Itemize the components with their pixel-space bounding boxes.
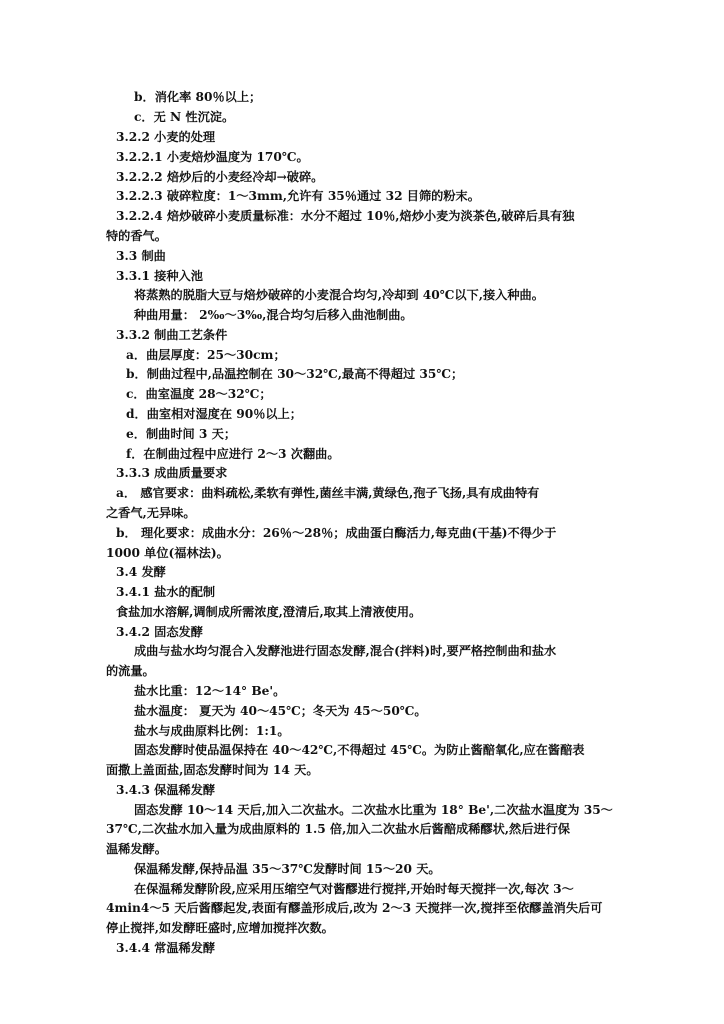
text-line: 固态发酵 10～14 天后,加入二次盐水。二次盐水比重为 18° Be',二次盐水温度为 35～ — [134, 803, 613, 817]
text-line: b．制曲过程中,品温控制在 30～32℃,最高不得超过 35℃； — [126, 367, 464, 381]
text-line: 1000 单位(福林法)。 — [106, 546, 229, 560]
text-line: b． 理化要求：成曲水分：26％～28％；成曲蛋白酶活力,每克曲(干基)不得少于 — [116, 526, 557, 540]
text-line: 停止搅拌,如发酵旺盛时,应增加搅拌次数。 — [106, 921, 334, 935]
text-line: 特的香气。 — [106, 229, 167, 243]
section-heading: 3.4.1 盐水的配制 — [116, 585, 216, 599]
text-line: 4min4～5 天后酱醪起发,表面有醪盖形成后,改为 2～3 天搅拌一次,搅拌至依醪盖消失后可 — [106, 901, 603, 915]
text-line: 盐水温度： 夏天为 40～45℃；冬天为 45～50℃。 — [134, 704, 427, 718]
text-line: 面撒上盖面盐,固态发酵时间为 14 天。 — [106, 763, 319, 777]
text-line: c．无 N 性沉淀。 — [134, 110, 235, 124]
text-line: 温稀发酵。 — [106, 842, 167, 856]
text-line: d．曲室相对湿度在 90％以上； — [126, 407, 302, 421]
section-heading: 3.4 发酵 — [116, 565, 166, 579]
section-heading: 3.3.2 制曲工艺条件 — [116, 328, 228, 342]
text-line: c．曲室温度 28～32℃； — [126, 387, 272, 401]
section-heading: 3.3 制曲 — [116, 249, 166, 263]
text-line: a． 感官要求：曲料疏松,柔软有弹性,菌丝丰满,黄绿色,孢子飞扬,具有成曲特有 — [116, 486, 540, 500]
text-line: 种曲用量： 2‰～3‰,混合均匀后移入曲池制曲。 — [134, 308, 413, 322]
text-line: 的流量。 — [106, 664, 155, 678]
section-heading: 3.4.4 常温稀发酵 — [116, 941, 216, 955]
text-line: 盐水比重：12～14° Be'。 — [134, 684, 286, 698]
section-heading: 3.3.1 接种入池 — [116, 269, 203, 283]
text-line: 盐水与成曲原料比例：1:1。 — [134, 724, 290, 738]
text-line: 之香气,无异味。 — [106, 506, 196, 520]
text-line: 37℃,二次盐水加入量为成曲原料的 1.5 倍,加入二次盐水后酱醅成稀醪状,然后进行保 — [106, 822, 570, 836]
section-heading: 3.3.3 成曲质量要求 — [116, 466, 228, 480]
text-line: a．曲层厚度：25～30cm； — [126, 348, 286, 362]
text-line: e．制曲时间 3 天； — [126, 427, 237, 441]
text-line: 3.2.2.4 焙炒破碎小麦质量标准：水分不超过 10％,焙炒小麦为淡茶色,破碎后具有独 — [116, 209, 575, 223]
text-line: 在保温稀发酵阶段,应采用压缩空气对酱醪进行搅拌,开始时每天搅拌一次,每次 3～ — [134, 882, 574, 896]
text-line: 固态发酵时使品温保持在 40～42℃,不得超过 45℃。为防止酱醅氧化,应在酱醅表 — [134, 743, 585, 757]
text-line: 3.2.2.1 小麦焙炒温度为 170℃。 — [116, 150, 309, 164]
text-line: 3.2.2.3 破碎粒度：1～3mm,允许有 35％通过 32 目筛的粉末。 — [116, 189, 480, 203]
text-line: f．在制曲过程中应进行 2～3 次翻曲。 — [126, 447, 340, 461]
section-heading: 3.2.2 小麦的处理 — [116, 130, 216, 144]
text-line: 成曲与盐水均匀混合入发酵池进行固态发酵,混合(拌料)时,要严格控制曲和盐水 — [134, 644, 557, 658]
section-heading: 3.4.3 保温稀发酵 — [116, 783, 216, 797]
text-line: b．消化率 80％以上； — [134, 90, 262, 104]
section-heading: 3.4.2 固态发酵 — [116, 625, 203, 639]
text-line: 将蒸熟的脱脂大豆与焙炒破碎的小麦混合均匀,冷却到 40℃以下,接入种曲。 — [134, 288, 544, 302]
text-line: 3.2.2.2 焙炒后的小麦经冷却→破碎。 — [116, 170, 324, 184]
text-line: 保温稀发酵,保持品温 35～37℃发酵时间 15～20 天。 — [134, 862, 441, 876]
text-line: 食盐加水溶解,调制成所需浓度,澄清后,取其上清液使用。 — [116, 605, 422, 619]
